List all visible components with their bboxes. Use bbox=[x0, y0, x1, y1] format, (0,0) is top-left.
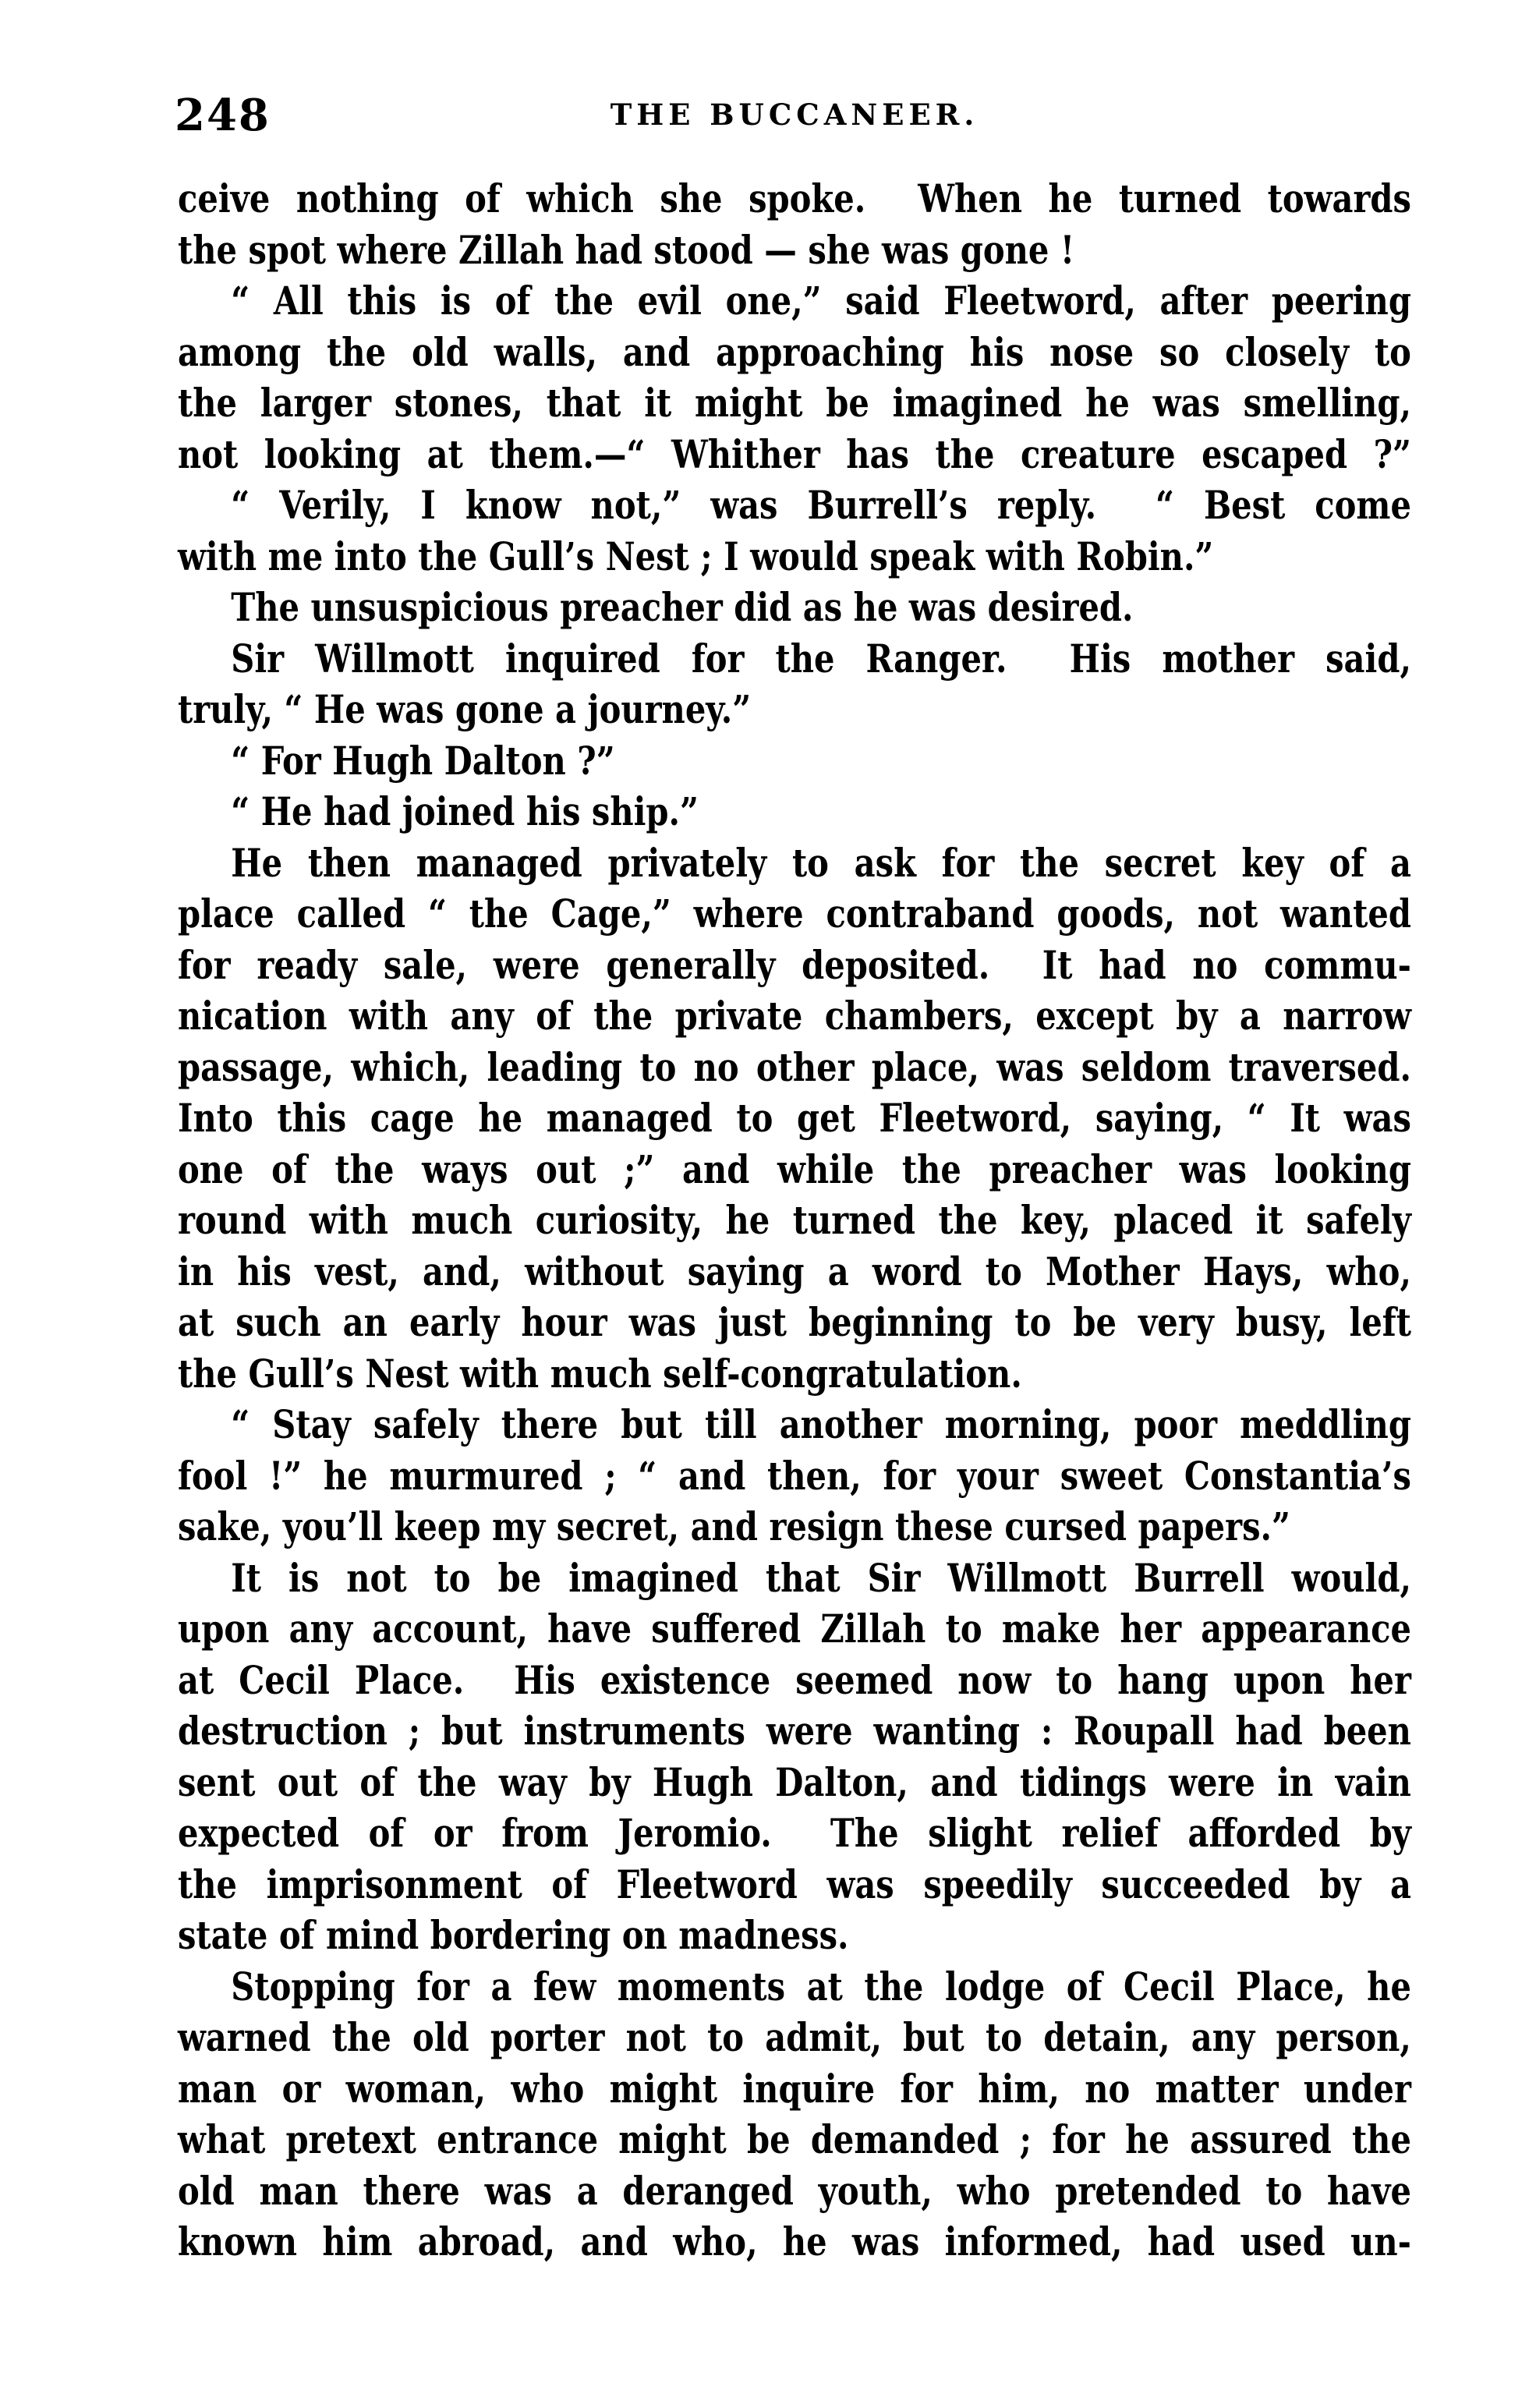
text-line: Sir Willmott inquired for the Ranger. His mother said, bbox=[231, 635, 1411, 682]
page-header bbox=[175, 90, 1411, 164]
text-line: one of the ways out ;” and while the preacher was looking bbox=[178, 1146, 1411, 1192]
text-line: the Gull’s Nest with much self-congratulation. bbox=[178, 1350, 1022, 1397]
page-number: 248 bbox=[175, 90, 271, 141]
text-line: “ For Hugh Dalton ?” bbox=[231, 737, 615, 784]
text-line: It is not to be imagined that Sir Willmott Burrell would, bbox=[231, 1554, 1411, 1601]
text-line: truly, “ He was gone a journey.” bbox=[178, 686, 752, 732]
text-line: at Cecil Place. His existence seemed now to hang upon her bbox=[178, 1656, 1411, 1703]
text-line: at such an early hour was just beginning to be very busy, left bbox=[178, 1299, 1411, 1345]
text-line: the larger stones, that it might be imagined he was smelling, bbox=[178, 380, 1411, 426]
text-line: man or woman, who might inquire for him, no matter under bbox=[178, 2065, 1411, 2112]
text-line: He then managed privately to ask for the secret key of a bbox=[231, 839, 1411, 886]
text-line: round with much curiosity, he turned the key, placed it safely bbox=[178, 1197, 1411, 1243]
text-line: old man there was a deranged youth, who pretended to have bbox=[178, 2167, 1411, 2214]
text-line: nication with any of the private chambers, except by a narrow bbox=[178, 993, 1411, 1039]
body-text bbox=[178, 173, 1411, 2268]
text-line: not looking at them.—“ Whither has the creature escaped ?” bbox=[178, 430, 1411, 477]
text-line: “ He had joined his ship.” bbox=[231, 788, 699, 834]
text-line: with me into the Gull’s Nest ; I would speak with Robin.” bbox=[178, 533, 1214, 579]
text-line: what pretext entrance might be demanded ; for he assured the bbox=[178, 2116, 1411, 2162]
text-line: warned the old porter not to admit, but to detain, any person, bbox=[178, 2014, 1411, 2060]
text-line: The unsuspicious preacher did as he was desired. bbox=[231, 584, 1134, 630]
text-line: state of mind bordering on madness. bbox=[178, 1912, 849, 1958]
text-line: known him abroad, and who, he was informed, had used un- bbox=[178, 2219, 1411, 2265]
text-line: the imprisonment of Fleetword was speedily succeeded by a bbox=[178, 1861, 1411, 1907]
text-line: “ Verily, I know not,” was Burrell’s reply. “ Best come bbox=[231, 482, 1411, 528]
text-line: sent out of the way by Hugh Dalton, and tidings were in vain bbox=[178, 1758, 1411, 1805]
text-line: among the old walls, and approaching his nose so closely to bbox=[178, 328, 1411, 375]
text-line: sake, you’ll keep my secret, and resign these cursed papers.” bbox=[178, 1503, 1290, 1549]
text-line: “ Stay safely there but till another morning, poor meddling bbox=[231, 1401, 1411, 1447]
text-line: passage, which, leading to no other place, was seldom traversed. bbox=[178, 1043, 1411, 1090]
text-line: destruction ; but instruments were wanting : Roupall had been bbox=[178, 1708, 1411, 1754]
text-line: Into this cage he managed to get Fleetword, saying, “ It was bbox=[178, 1095, 1411, 1141]
text-line: the spot where Zillah had stood — she was gone ! bbox=[178, 226, 1075, 273]
text-line: Stopping for a few moments at the lodge of Cecil Place, he bbox=[231, 1963, 1411, 2010]
running-header: THE BUCCANEER. bbox=[610, 97, 979, 132]
text-line: in his vest, and, without saying a word to Mother Hays, who, bbox=[178, 1248, 1411, 1294]
text-line: ceive nothing of which she spoke. When he turned towards bbox=[178, 175, 1411, 221]
text-line: fool !” he murmured ; “ and then, for your sweet Constantia’s bbox=[178, 1452, 1411, 1499]
text-line: “ All this is of the evil one,” said Fleetword, after peering bbox=[231, 278, 1411, 324]
text-line: for ready sale, were generally deposited. It had no commu- bbox=[178, 941, 1411, 988]
text-line: expected of or from Jeromio. The slight relief afforded by bbox=[178, 1810, 1411, 1856]
text-line: upon any account, have suffered Zillah to make her appearance bbox=[178, 1606, 1411, 1652]
text-line: place called “ the Cage,” where contraband goods, not wanted bbox=[178, 891, 1411, 937]
